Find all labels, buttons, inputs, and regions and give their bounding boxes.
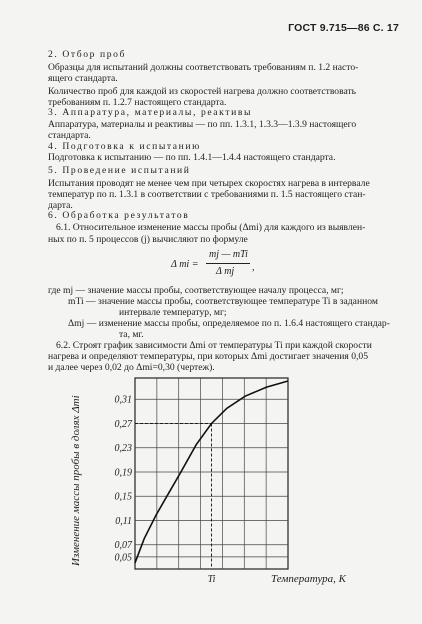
text-line: Δmj — изменение массы пробы, определяемое по п. 1.6.4 настоящего стандар- xyxy=(68,318,390,329)
section-heading: 2. Отбор проб xyxy=(48,49,126,60)
y-tick-label: 0,31 xyxy=(114,394,132,406)
y-tick-label: 0,05 xyxy=(114,552,132,564)
text-line: где mj — значение массы пробы, соответствующее началу процесса, мг; xyxy=(48,285,344,296)
chart-x-axis-label: Температура, К xyxy=(271,573,346,585)
text-line: Аппаратура, материалы и реактивы — по пп. 1.3.1, 1.3.3—1.3.9 настоящего xyxy=(48,119,357,130)
text-line: и далее через 0,02 до Δmi=0,30 (чертеж). xyxy=(48,362,215,373)
text-line: 6.2. Строят график зависимости Δmi от температуры Ti при каждой скорости xyxy=(56,340,372,351)
text-line: дарта. xyxy=(48,200,73,211)
y-tick-label: 0,27 xyxy=(114,418,132,430)
chart-y-axis-label: Изменение массы пробы в долях Δmi xyxy=(70,395,82,566)
text-line: Испытания проводят не менее чем при четырех скоростях нагрева в интервале xyxy=(48,178,370,189)
text-line: ных по п. 5 процессов (j) вычисляют по формуле xyxy=(48,234,248,245)
text-line: температур по п. 1.3.1 в соответствии с требованиями п. 1.5 настоящего стан- xyxy=(48,189,366,200)
text-line: Образцы для испытаний должны соответствовать требованиям п. 1.2 насто- xyxy=(48,62,359,73)
formula-denominator: Δ mj xyxy=(216,266,235,277)
y-tick-label: 0,07 xyxy=(114,540,132,552)
section-heading: 6. Обработка результатов xyxy=(48,210,190,221)
formula-tail: , xyxy=(252,262,255,273)
section-heading: 3. Аппаратура, материалы, реактивы xyxy=(48,107,253,118)
text-line: Подготовка к испытанию — по пп. 1.4.1—1.4.4 настоящего стандарта. xyxy=(48,152,336,163)
text-line: mTi — значение массы пробы, соответствующее температуре Ti в заданном xyxy=(68,296,378,307)
text-line: интервале температур, мг; xyxy=(119,307,227,318)
section-heading: 4. Подготовка к испытанию xyxy=(48,141,201,152)
text-line: та, мг. xyxy=(119,329,144,340)
y-tick-label: 0,11 xyxy=(115,515,132,527)
text-line: 6.1. Относительное изменение массы пробы (Δmi) для каждого из выявлен- xyxy=(56,222,366,233)
x-tick-label: Ti xyxy=(207,574,216,585)
formula-numerator: mj — mTi xyxy=(209,249,248,260)
y-tick-label: 0,15 xyxy=(114,491,132,503)
section-heading: 5. Проведение испытаний xyxy=(48,165,191,176)
text-line: нагрева и определяют температуры, при которых Δmi достигает значения 0,05 xyxy=(48,351,369,362)
y-tick-label: 0,23 xyxy=(114,443,132,455)
text-line: Количество проб для каждой из скоростей нагрева должно соответствовать xyxy=(48,86,357,97)
text-line: ящего стандарта. xyxy=(48,73,118,84)
text-line: стандарта. xyxy=(48,130,91,141)
formula-lhs: Δ mi = xyxy=(171,259,199,270)
page-header: ГОСТ 9.715—86 С. 17 xyxy=(288,22,399,34)
y-tick-label: 0,19 xyxy=(114,467,132,479)
text-line: требованиям п. 1.2.7 настоящего стандарта. xyxy=(48,97,227,108)
